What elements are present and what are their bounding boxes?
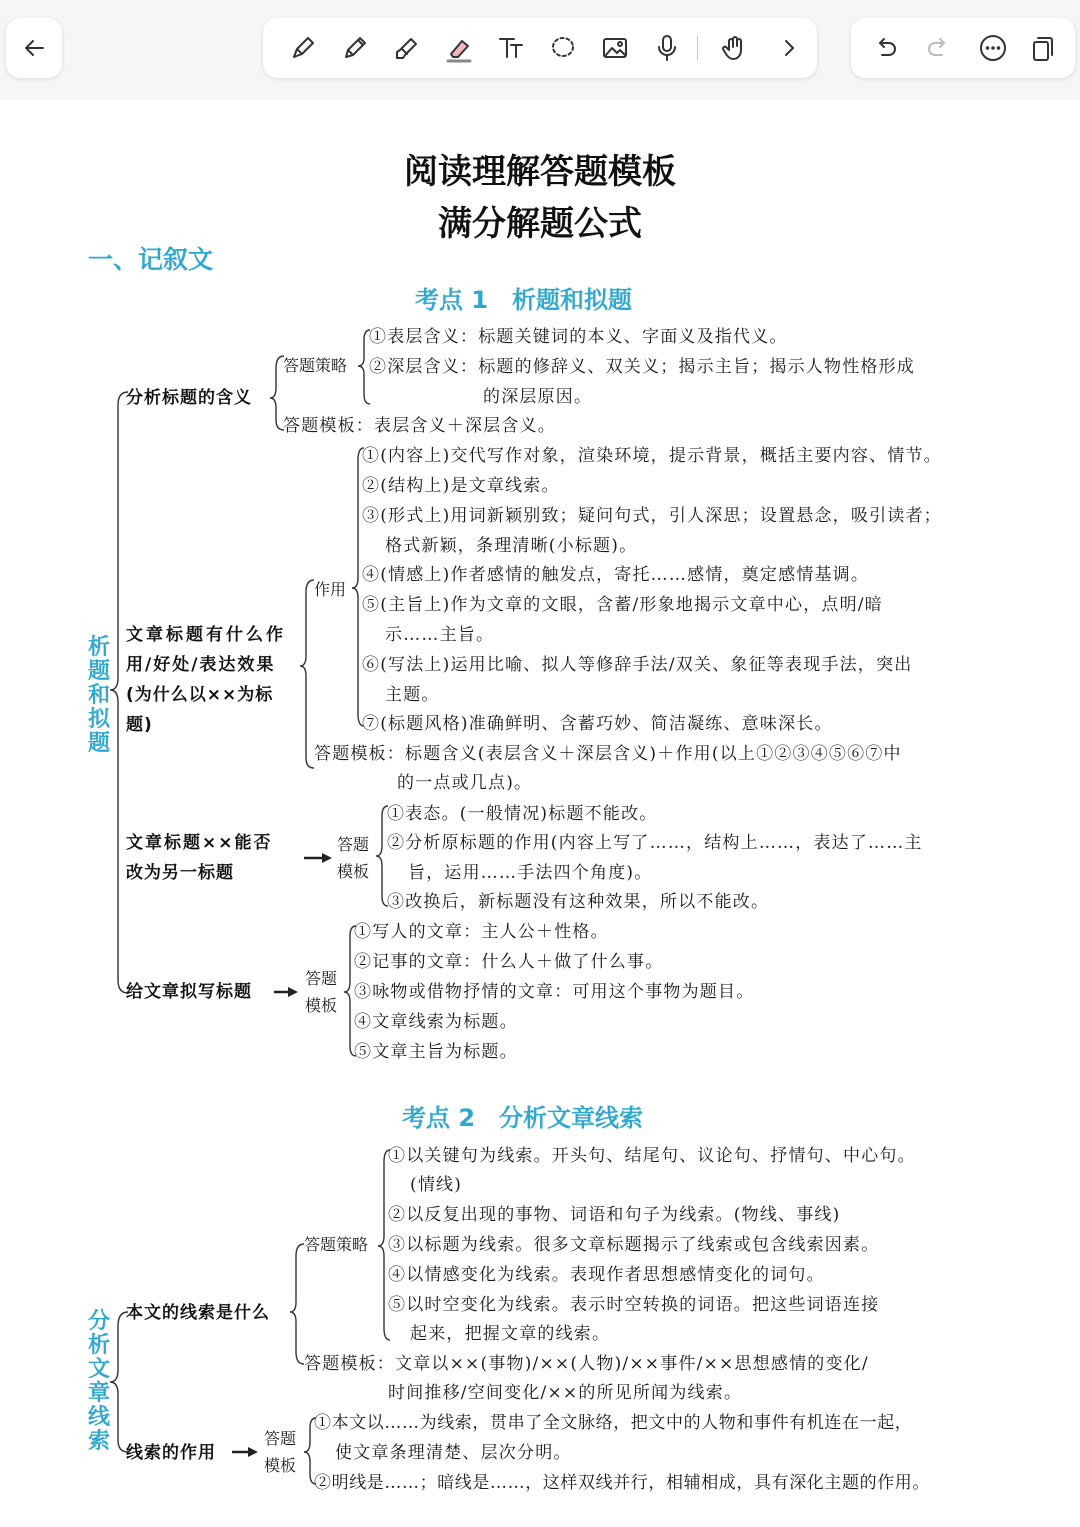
b2-item-3: ③(形式上)用词新颖别致；疑问句式，引人深思；设置悬念，吸引读者； [362, 506, 942, 526]
c1-item-2: ②以反复出现的事物、词语和句子为线索。(物线、事线) [388, 1205, 841, 1225]
c1-template-1: 答题模板：文章以××(事物)/××(人物)/××事件/××思想感情的变化/ [304, 1354, 869, 1374]
b2-item-7: ⑦(标题风格)准确鲜明、含蓄巧妙、简洁凝练、意味深长。 [362, 714, 833, 734]
action-pill [851, 18, 1075, 78]
b2-node-line3: (为什么以××为标 [126, 685, 274, 705]
tool-pill [263, 18, 817, 78]
b3-node-line2: 改为另一标题 [126, 863, 234, 883]
c2-label-2: 模板 [264, 1456, 297, 1475]
c1-template-2: 时间推移/空间变化/××的所见所闻为线索。 [388, 1383, 743, 1403]
c1-item-3: ③以标题为线索。很多文章标题揭示了线索或包含线索因素。 [388, 1235, 880, 1255]
b2-item-3b: 格式新颖，条理清晰(小标题)。 [385, 536, 638, 556]
b2-item-6b: 主题。 [385, 685, 440, 705]
b2-item-6: ⑥(写法上)运用比喻、拟人等修辞手法/双关、象征等表现手法，突出 [362, 655, 913, 675]
b3-item-2b: 旨，运用……手法四个角度)。 [408, 863, 653, 883]
c1-brace [290, 1244, 304, 1364]
b2-node-line2: 用/好处/表达效果 [126, 655, 276, 675]
b4-label-1: 答题 [305, 969, 338, 988]
kp2-vertical-label: 分析文章线索 [87, 1309, 110, 1454]
pencil-icon[interactable] [335, 18, 375, 78]
b2-item-1: ①(内容上)交代写作对象，渲染环境，提示背景，概括主要内容、情节。 [362, 446, 942, 466]
hand-icon[interactable] [715, 18, 755, 78]
image-icon[interactable] [595, 18, 635, 78]
b3-item-2: ②分析原标题的作用(内容上写了……，结构上……，表达了……主 [387, 833, 923, 853]
b2-node-line1: 文章标题有什么作 [126, 625, 286, 645]
b2-item-5: ⑤(主旨上)作为文章的文眼，含蓄/形象地揭示文章中心，点明/暗 [362, 595, 883, 615]
page-title: 阅读理解答题模板 [404, 152, 676, 192]
c1-item-5: ⑤以时空变化为线索。表示时空转换的词语。把这些词语连接 [388, 1295, 880, 1315]
b1-brace [270, 356, 284, 430]
b1-strategy-label: 答题策略 [283, 356, 348, 375]
highlighter-icon[interactable] [387, 18, 427, 78]
b3-node-line1: 文章标题××能否 [126, 833, 273, 853]
b4-label-2: 模板 [305, 996, 338, 1015]
undo-icon[interactable] [865, 18, 905, 78]
c2-label-1: 答题 [264, 1429, 297, 1448]
b4-item-2: ②记事的文章：什么人＋做了什么事。 [354, 952, 664, 972]
b2-use-label: 作用 [314, 580, 347, 599]
c2-item-2: ②明线是……；暗线是……，这样双线并行，相辅相成，具有深化主题的作用。 [314, 1473, 930, 1493]
page-subtitle: 满分解题公式 [438, 204, 642, 244]
kp1-heading: 考点 1 析题和拟题 [415, 286, 633, 314]
c1-item-1: ①以关键句为线索。开头句、结尾句、议论句、抒情句、中心句。 [388, 1146, 916, 1166]
c1-strategy-label: 答题策略 [304, 1235, 369, 1254]
pen-icon[interactable] [283, 18, 323, 78]
b4-node: 给文章拟写标题 [126, 982, 252, 1002]
b3-item-1: ①表态。(一般情况)标题不能改。 [387, 804, 658, 824]
b2-item-4: ④(情感上)作者感情的触发点，寄托……感情，奠定感情基调。 [362, 565, 870, 585]
b2-item-5b: 示……主旨。 [385, 625, 495, 645]
b2-template-2: 的一点或几点)。 [397, 773, 533, 793]
text-icon[interactable] [491, 18, 531, 78]
c1-item-4: ④以情感变化为线索。表现作者思想感情变化的词句。 [388, 1265, 825, 1285]
b1-node: 分析标题的含义 [126, 388, 252, 408]
back-pill [6, 18, 62, 78]
eraser-icon[interactable] [439, 18, 479, 78]
c2-arrowhead [248, 1447, 258, 1457]
b1-template: 答题模板：表层含义＋深层含义。 [283, 416, 556, 436]
c1-node: 本文的线索是什么 [126, 1303, 270, 1323]
kp1-vertical-label: 析题和拟题 [87, 635, 110, 756]
b4-item-3: ③咏物或借物抒情的文章：可用这个事物为题目。 [354, 982, 755, 1002]
b3-label-1: 答题 [337, 835, 370, 854]
c1-item-1b: (情线) [410, 1175, 463, 1195]
kp2-main-brace [110, 1312, 128, 1452]
b2-brace [300, 580, 314, 768]
arrow-left-icon[interactable] [14, 18, 54, 78]
b4-item-1: ①写人的文章：主人公＋性格。 [354, 922, 609, 942]
c2-item-1b: 使文章条理清楚、层次分明。 [335, 1443, 572, 1463]
more-icon[interactable] [973, 18, 1013, 78]
b1-strategy-3: 的深层原因。 [483, 387, 593, 407]
c2-node: 线索的作用 [126, 1443, 216, 1463]
b2-node-line4: 题) [126, 715, 153, 735]
lasso-icon[interactable] [543, 18, 583, 78]
b3-item-3: ③改换后，新标题没有这种效果，所以不能改。 [387, 892, 770, 912]
chevron-right-icon[interactable] [769, 18, 809, 78]
b2-template-1: 答题模板：标题含义(表层含义＋深层含义)＋作用(以上①②③④⑤⑥⑦中 [314, 744, 902, 764]
redo-icon[interactable] [919, 18, 959, 78]
kp2-heading: 考点 2 分析文章线索 [402, 1104, 644, 1132]
toolbar [0, 0, 1080, 100]
b1-strategy-2: ②深层含义：标题的修辞义、双关义；揭示主旨；揭示人物性格形成 [369, 357, 915, 377]
b4-arrowhead [288, 987, 298, 997]
b4-item-5: ⑤文章主旨为标题。 [354, 1042, 518, 1062]
microphone-icon[interactable] [647, 18, 687, 78]
b1-strategy-1: ①表层含义：标题关键词的本义、字面义及指代义。 [369, 327, 788, 347]
section-heading: 一、记叙文 [88, 245, 214, 274]
pages-icon[interactable] [1023, 18, 1063, 78]
c2-item-1: ①本文以……为线索，贯串了全文脉络，把文中的人物和事件有机连在一起， [314, 1413, 913, 1433]
b2-item-2: ②(结构上)是文章线索。 [362, 476, 560, 496]
c1-item-5b: 起来，把握文章的线索。 [410, 1324, 611, 1344]
b3-label-2: 模板 [337, 862, 370, 881]
b4-item-4: ④文章线索为标题。 [354, 1012, 518, 1032]
toolbar-divider [697, 36, 698, 60]
b3-arrowhead [322, 853, 332, 863]
